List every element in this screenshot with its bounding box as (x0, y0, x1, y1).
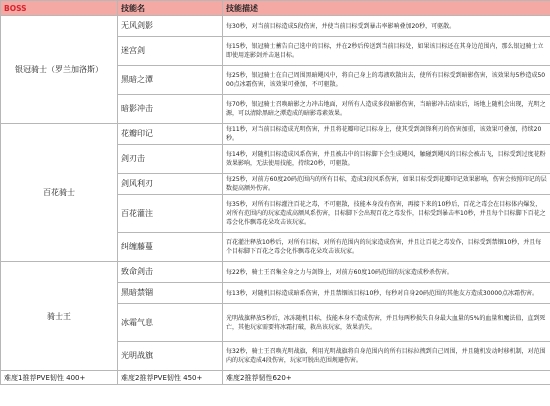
skill-desc[interactable]: 每70秒，银冠骑士召唤暗影之力冲击地面，对所有人造成多段暗影伤害，当暗影冲击结束后，场地上随机会出现，光明之源，可以清除黑暗之潭造成的暗影毒素效果。 (223, 95, 550, 124)
skill-desc[interactable]: 每25秒，对前方60度20码范围内的所有目标，造成3段风系伤害，如果目标受到花瓣印记效果影响，伤害会按照印记的层数提高额外伤害。 (223, 174, 550, 195)
table-row (1, 124, 550, 145)
skill-desc[interactable]: 每14秒，对随机目标造成风系伤害，并且被击中的目标脚下会生成飓风，触碰到飓风的目标会被击飞，目标受到过度花粉效果影响，无法使用技能，持续20秒，可驱散。 (223, 145, 550, 174)
header-boss[interactable]: BOSS (1, 1, 118, 16)
skill-name[interactable]: 致命剑击 (118, 262, 223, 283)
header-row (1, 1, 550, 16)
boss-name-silver-knight[interactable]: 银冠骑士（罗兰加洛斯） (1, 16, 118, 124)
skill-desc[interactable]: 每35秒，对所有目标灌注百花之毒，不可驱散，技能本身没有伤害，再接下来的10秒后，百花之毒会在目标体内爆发，对所有范围内的玩家造成高额风系伤害，目标脚下会出现百花之毒发作，目标受到暴击率10秒，并且每个目标脚下百花之毒会化作飘毒花朵攻击该玩家。 (223, 195, 550, 233)
skill-name[interactable]: 花瓣印记 (118, 124, 223, 145)
skill-name[interactable]: 黑暗之潭 (118, 66, 223, 95)
skill-name[interactable]: 冰霜气息 (118, 304, 223, 342)
skill-name[interactable]: 纠缠藤蔓 (118, 233, 223, 262)
header-skill[interactable]: 技能名 (118, 1, 223, 16)
footer-toughness-2[interactable]: 难度2推荐PVE韧性 450+ (118, 371, 223, 385)
skill-desc[interactable]: 每30秒，对当前目标造成5段伤害，并使当前目标受到暴击率影响叠加20秒，可驱散。 (223, 16, 550, 37)
skill-name[interactable]: 黑暗禁锢 (118, 283, 223, 304)
skill-desc[interactable]: 每15秒，银冠骑士蓄告自己选中的目标，并在2秒后传送到当前目标处，如果该目标还在其身边范围内，那么银冠骑士立即使用连影剑并击退目标。 (223, 37, 550, 66)
footer-toughness-3[interactable]: 难度2推荐韧性620+ (223, 371, 550, 385)
skill-name[interactable]: 迷宫剑 (118, 37, 223, 66)
skill-name[interactable]: 暗影冲击 (118, 95, 223, 124)
boss-name-flower-knight[interactable]: 百花骑士 (1, 124, 118, 262)
header-desc[interactable]: 技能描述 (223, 1, 550, 16)
skill-desc[interactable]: 每22秒，骑士王召集全身之力与剑锋上，对前方60度10码范围的玩家造成秒杀伤害。 (223, 262, 550, 283)
table-row (1, 262, 550, 283)
skill-desc[interactable]: 百花灌注释放10秒后，对所有目标，对所有范围内的玩家造成伤害，并且让百花之毒发作，目标受到禁锢10秒，并且每个目标脚下百花之毒会化作飘毒花朵攻击该玩家。 (223, 233, 550, 262)
skill-desc[interactable]: 每32秒，骑士王召唤光明战旗，利用光明战旗将自身范围内的所有目标拉拽到自己周围，并且随机发动时移机制，对范围内的玩家造成4段伤害，玩家可脱出范围规避伤害。 (223, 342, 550, 371)
skill-desc[interactable]: 每11秒，对当前目标造成光明伤害，并且将花瓣印记目标身上，使其受到剑锋利刃的伤害加重，该效果可叠加，持续20秒。 (223, 124, 550, 145)
skill-name[interactable]: 剑风利刃 (118, 174, 223, 195)
skill-name[interactable]: 光明战旗 (118, 342, 223, 371)
skill-desc[interactable]: 光明战旗释放5秒后，冰冻随机目标，技能本身不造成伤害，并且每两秒损失自身最大血量的5%的血量和魔法值，直到死亡，其他玩家需要将冰霜打破，救出该玩家，效果消失。 (223, 304, 550, 342)
boss-name-knight-king[interactable]: 骑士王 (1, 262, 118, 371)
footer-toughness-1[interactable]: 难度1推荐PVE韧性 400+ (1, 371, 118, 385)
skill-name[interactable]: 无风剑影 (118, 16, 223, 37)
skill-desc[interactable]: 每13秒，对随机目标造成暗系伤害，并且禁锢该目标10秒，每秒对自身20码范围的其他友方造成30000点冰霜伤害。 (223, 283, 550, 304)
skill-name[interactable]: 剑刃击 (118, 145, 223, 174)
table-row (1, 16, 550, 37)
footer-row (1, 371, 550, 385)
skill-name[interactable]: 百花灌注 (118, 195, 223, 233)
skill-desc[interactable]: 每25秒，银冠骑士在自己周围黑暗飓风中，将自己身上的毒液吹散出去，使所有目标受到暗影伤害，该效果每5秒造成5000点冰霜伤害，该效果可叠加，不可驱散。 (223, 66, 550, 95)
